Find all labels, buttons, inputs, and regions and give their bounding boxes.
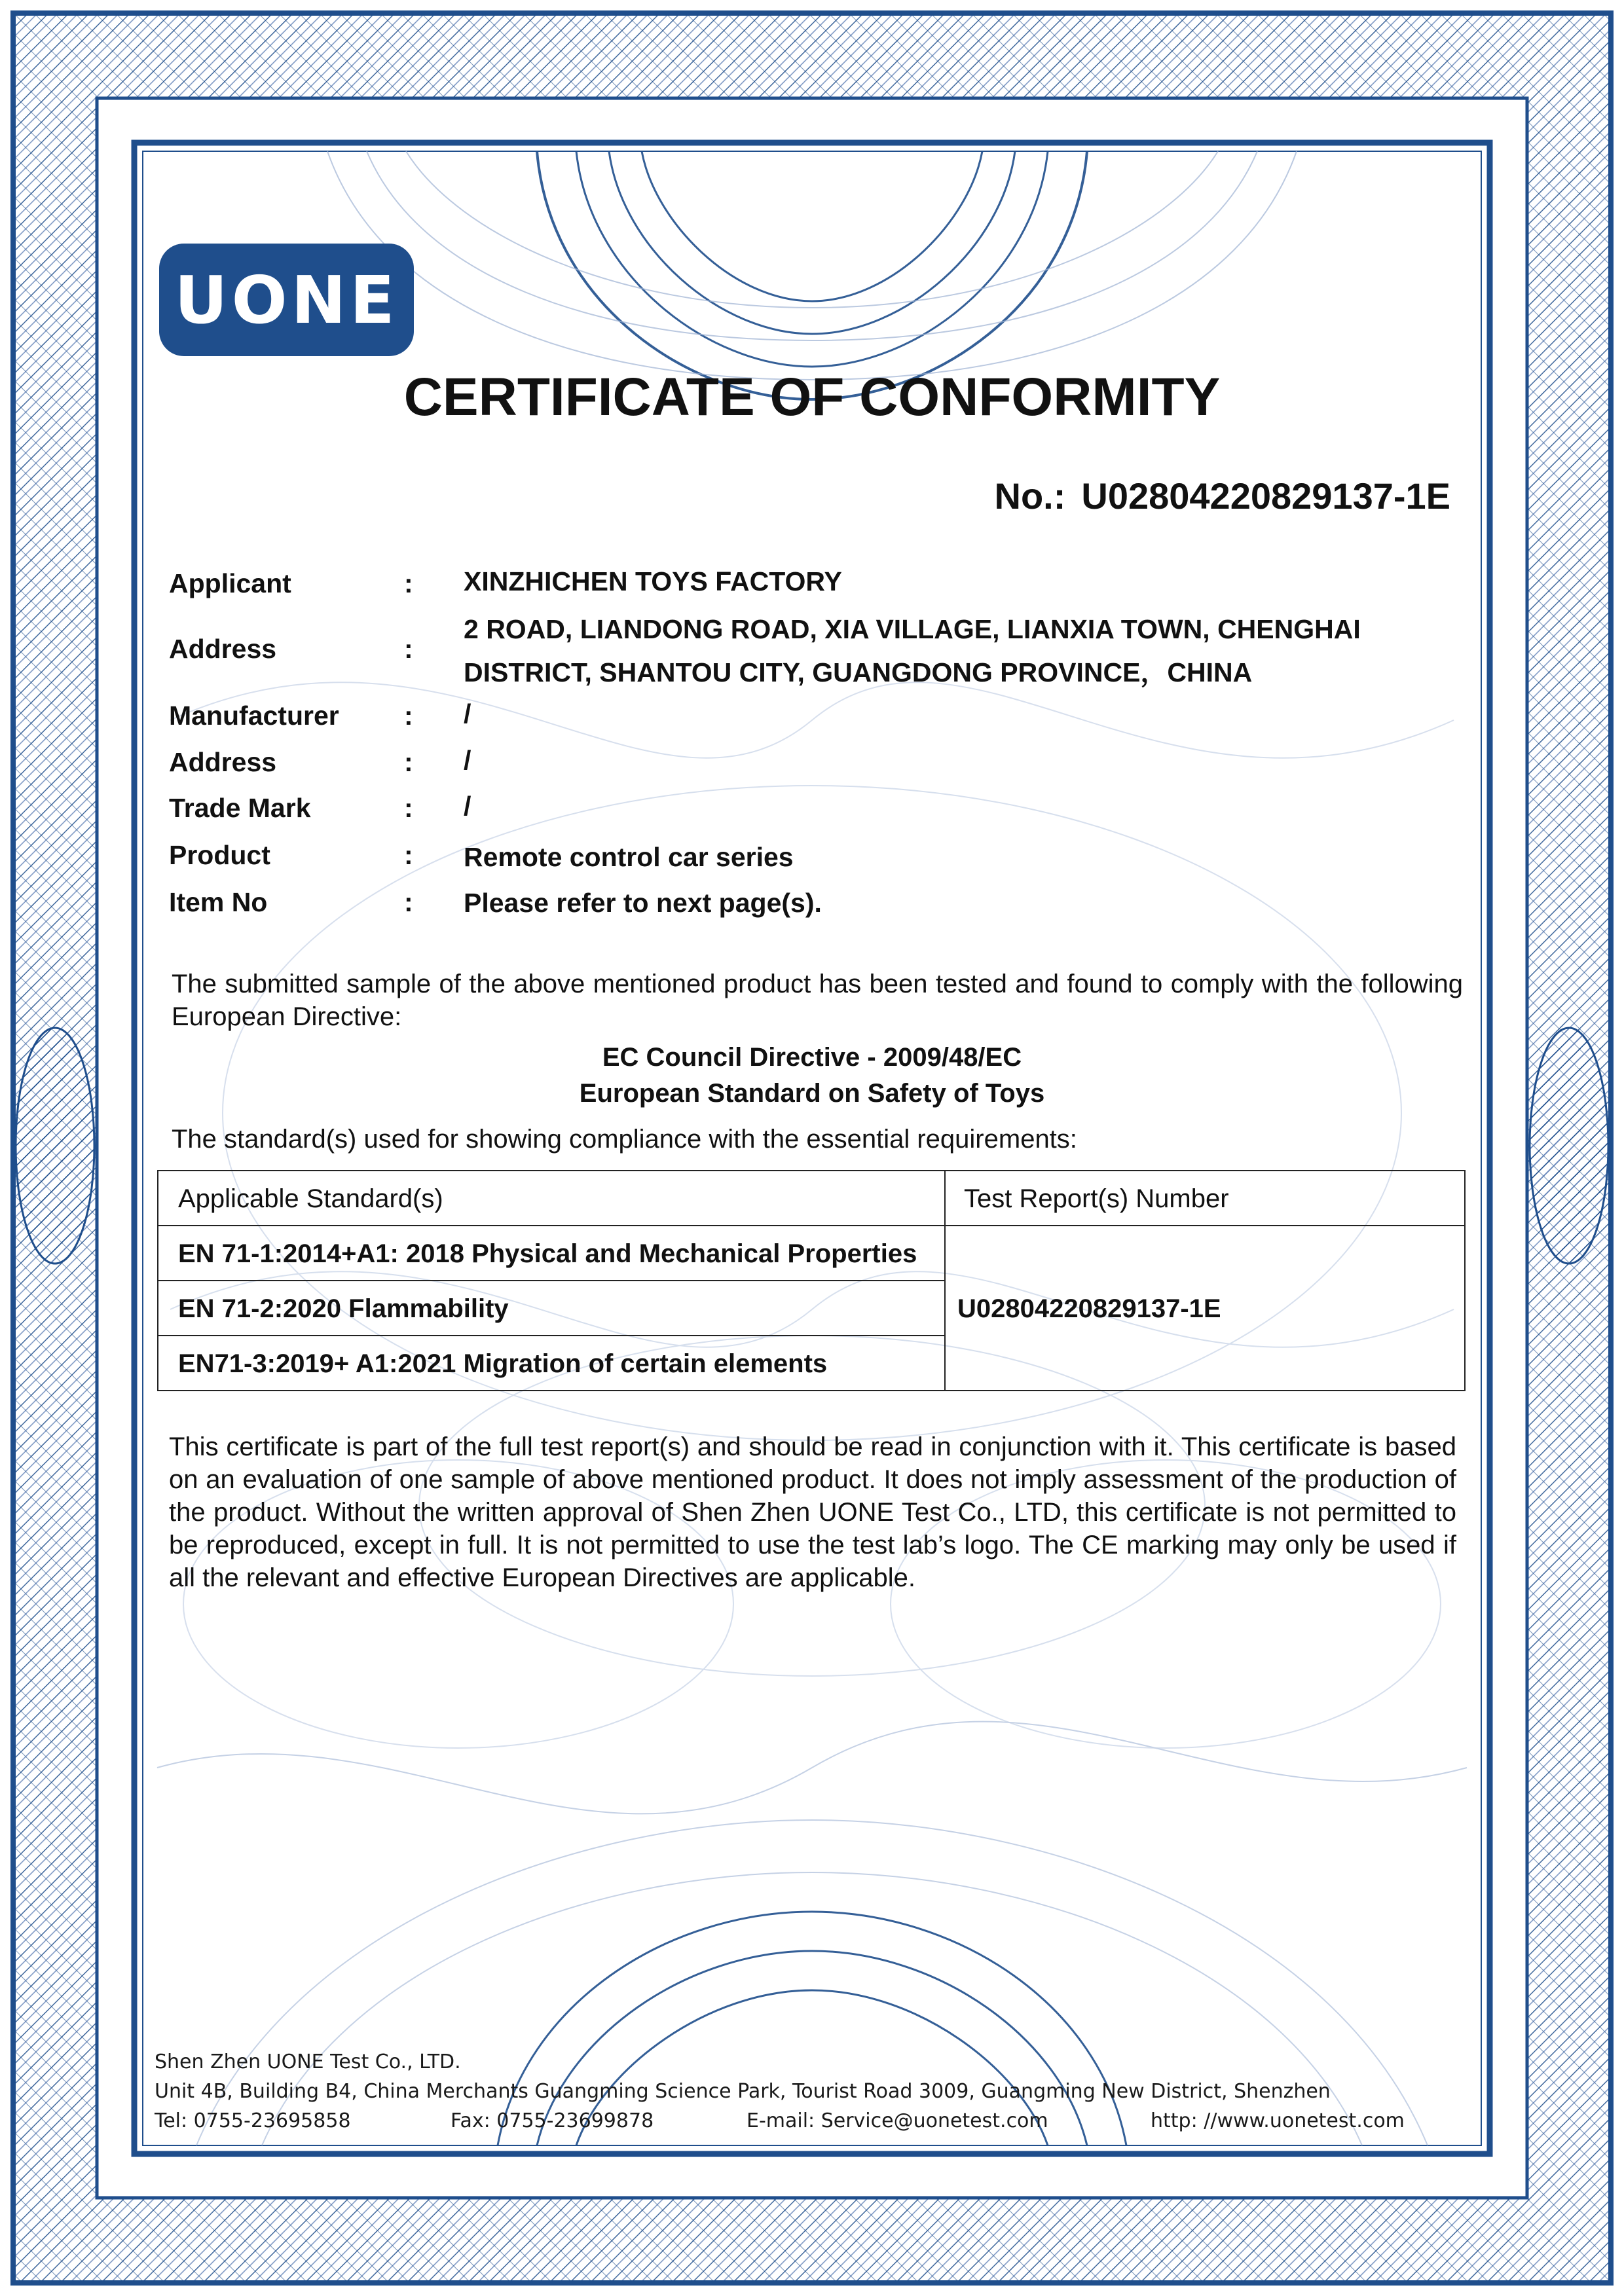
standards-table [157, 1170, 1466, 1391]
table-header-standard: Applicable Standard(s) [178, 1184, 443, 1213]
footer-tel: Tel: 0755-23695858 [155, 2109, 351, 2132]
certificate-number [995, 475, 1450, 517]
table-column-divider [944, 1171, 946, 1390]
table-row-standard: EN71-3:2019+ A1:2021 Migration of certain elements [178, 1349, 828, 1378]
footer-fax: Fax: 0755-23699878 [451, 2109, 654, 2132]
field-label-applicant: Applicant [169, 568, 291, 598]
table-row-standard: EN 71-2:2020 Flammability [178, 1294, 509, 1323]
table-report-number: U02804220829137-1E [957, 1294, 1221, 1323]
table-header-report-number: Test Report(s) Number [964, 1184, 1229, 1213]
table-row-standard: EN 71-1:2014+A1: 2018 Physical and Mechanical Properties [178, 1239, 917, 1268]
field-value-trade-mark: / [464, 791, 471, 821]
footer-company: Shen Zhen UONE Test Co., LTD. [155, 2050, 461, 2073]
directive-title: EC Council Directive - 2009/48/EC [602, 1043, 1022, 1072]
disclaimer-paragraph: This certificate is part of the full test report(s) and should be read in conjunction with it. This certificate is based on an evaluation of one sample of above mentioned product. It does not imply assessment of the production of the product. Without the written approval of Shen Zhen UONE Test Co., LTD, this certificate is not permitted to be reproduced, except in full. It is not permitted to use the test lab’s logo. The CE marking may only be used if all the relevant and effective European Directives are applicable. [169, 1432, 1456, 1592]
table-row-divider [158, 1280, 944, 1281]
field-colon: : [404, 887, 413, 917]
field-label-item-no: Item No [169, 887, 268, 917]
field-colon: : [404, 634, 413, 664]
field-value-item-no: Please refer to next page(s). [464, 888, 822, 918]
uone-logo [159, 244, 414, 356]
footer-address: Unit 4B, Building B4, China Merchants Guangming Science Park, Tourist Road 3009, Guangming New District, Shenzhen [155, 2080, 1331, 2103]
field-value-product: Remote control car series [464, 842, 794, 872]
footer-website[interactable]: http: //www.uonetest.com [1151, 2109, 1405, 2132]
field-value-manufacturer: / [464, 699, 471, 729]
field-colon: : [404, 840, 413, 870]
field-label-product: Product [169, 840, 270, 870]
table-row-divider [158, 1335, 944, 1336]
field-label-address: Address [169, 634, 277, 664]
compliance-statement: The submitted sample of the above mentioned product has been tested and found to comply with the following European Directive: [172, 970, 1463, 1031]
directive-subtitle: European Standard on Safety of Toys [579, 1079, 1045, 1108]
footer-email[interactable]: E-mail: Service@uonetest.com [747, 2109, 1048, 2132]
field-colon: : [404, 747, 413, 777]
certificate-number-label: No.: [994, 475, 1066, 517]
field-label-trade-mark: Trade Mark [169, 793, 311, 823]
field-value-address: 2 ROAD, LIANDONG ROAD, XIA VILLAGE, LIANXIA TOWN, CHENGHAI DISTRICT, SHANTOU CITY, GUANGDONG PROVINCE，CHINA [464, 614, 1361, 687]
field-colon: : [404, 793, 413, 823]
certificate-number-value: U02804220829137-1E [1081, 475, 1450, 517]
field-label-manufacturer-address: Address [169, 747, 277, 777]
field-value-applicant: XINZHICHEN TOYS FACTORY [464, 566, 842, 596]
field-colon: : [404, 701, 413, 731]
field-value-manufacturer-address: / [464, 745, 471, 775]
field-label-manufacturer: Manufacturer [169, 701, 339, 731]
table-header-divider [158, 1225, 1464, 1226]
field-colon: : [404, 568, 413, 598]
certificate-title: CERTIFICATE OF CONFORMITY [403, 367, 1221, 427]
logo-text: UONE [174, 261, 399, 338]
standards-intro: The standard(s) used for showing compliance with the essential requirements: [172, 1125, 1077, 1154]
